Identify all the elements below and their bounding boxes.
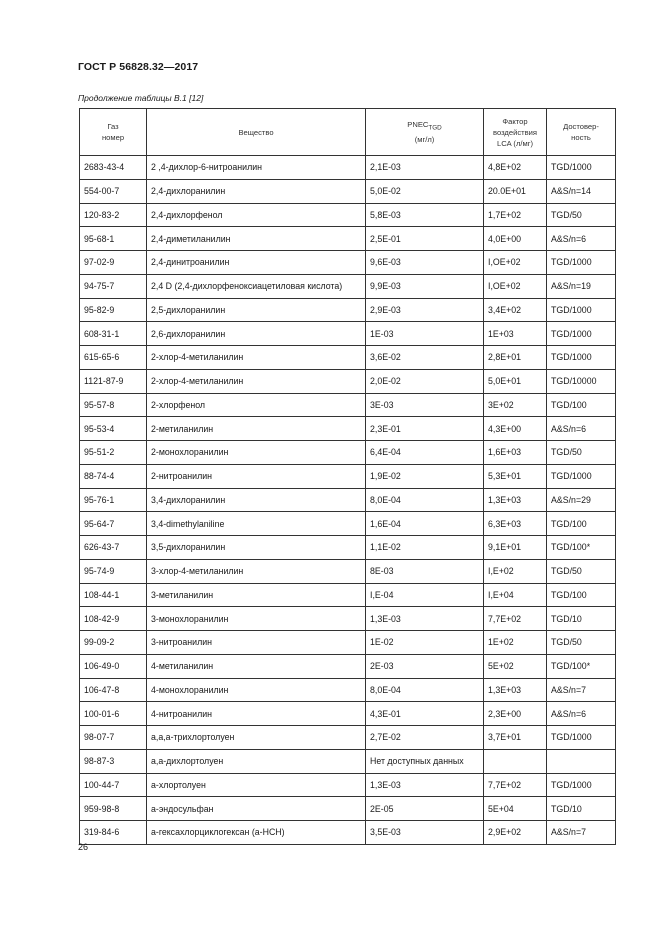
- cell-cas: 95-51-2: [80, 441, 147, 465]
- cell-factor: 2,8E+01: [484, 346, 547, 370]
- header-reliability: [547, 109, 616, 156]
- cell-substance: 2,4-дихлоранилин: [147, 179, 366, 203]
- cell-reliability: A&S/n=6: [547, 417, 616, 441]
- cell-pnec: 6,4E-04: [366, 441, 484, 465]
- table-row: [80, 322, 616, 346]
- cell-reliability: TGD/1000: [547, 322, 616, 346]
- cell-substance: 4-нитроанилин: [147, 702, 366, 726]
- cell-pnec: I,E-04: [366, 583, 484, 607]
- table-row: [80, 179, 616, 203]
- cell-pnec: 8,0E-04: [366, 488, 484, 512]
- table-row: [80, 417, 616, 441]
- cell-substance: 2,4-дихлорфенол: [147, 203, 366, 227]
- header-factor-line1: Фактор: [502, 116, 528, 126]
- cell-pnec: 3,5E-03: [366, 821, 484, 845]
- cell-cas: 2683-43-4: [80, 156, 147, 180]
- cell-factor: 3,7E+01: [484, 726, 547, 750]
- cell-pnec: 5,0E-02: [366, 179, 484, 203]
- cell-reliability: TGD/100*: [547, 654, 616, 678]
- cell-pnec: 5,8E-03: [366, 203, 484, 227]
- cell-factor: 4,8E+02: [484, 156, 547, 180]
- header-pnec: [366, 109, 484, 156]
- cell-factor: I,E+02: [484, 559, 547, 583]
- table-row: [80, 298, 616, 322]
- header-pnec-main: PNEC: [407, 120, 429, 130]
- table-row: [80, 797, 616, 821]
- cell-substance: 4-монохлоранилин: [147, 678, 366, 702]
- cell-factor: 3E+02: [484, 393, 547, 417]
- data-table: [79, 108, 616, 845]
- cell-reliability: A&S/n=14: [547, 179, 616, 203]
- table-row: [80, 251, 616, 275]
- table-body: [80, 156, 616, 845]
- cell-reliability: TGD/10: [547, 797, 616, 821]
- header-pnec-line1: [370, 119, 479, 134]
- cell-reliability: TGD/50: [547, 559, 616, 583]
- cell-substance: 3,5-дихлоранилин: [147, 536, 366, 560]
- cell-cas: 88-74-4: [80, 464, 147, 488]
- header-pnec-sub: TGD: [428, 124, 442, 132]
- cell-reliability: TGD/1000: [547, 773, 616, 797]
- cell-substance: 3-монохлоранилин: [147, 607, 366, 631]
- header-pnec-unit: (мг/л): [414, 134, 435, 144]
- table-row: [80, 654, 616, 678]
- cell-factor: 9,1E+01: [484, 536, 547, 560]
- table-row: [80, 203, 616, 227]
- table-row: [80, 441, 616, 465]
- cell-substance: 3-метиланилин: [147, 583, 366, 607]
- cell-cas: 95-53-4: [80, 417, 147, 441]
- cell-pnec: Нет доступных данных: [366, 749, 484, 773]
- table-row: [80, 631, 616, 655]
- cell-substance: 2-хлор-4-метиланилин: [147, 369, 366, 393]
- cell-substance: 3,4-dimethylaniline: [147, 512, 366, 536]
- cell-pnec: 1,3E-03: [366, 607, 484, 631]
- cell-factor: 4,3E+00: [484, 417, 547, 441]
- cell-factor: 20.0E+01: [484, 179, 547, 203]
- cell-reliability: TGD/100*: [547, 536, 616, 560]
- cell-factor: 1,3E+03: [484, 678, 547, 702]
- cell-substance: 2-монохлоранилин: [147, 441, 366, 465]
- cell-cas: 108-44-1: [80, 583, 147, 607]
- table-row: [80, 274, 616, 298]
- header-reliability-line2: ность: [571, 133, 591, 142]
- cell-reliability: A&S/n=19: [547, 274, 616, 298]
- cell-cas: 97-02-9: [80, 251, 147, 275]
- cell-cas: 98-87-3: [80, 749, 147, 773]
- cell-substance: 4-метиланилин: [147, 654, 366, 678]
- cell-factor: 1,3E+03: [484, 488, 547, 512]
- cell-substance: 2,6-дихлоранилин: [147, 322, 366, 346]
- table-row: [80, 156, 616, 180]
- cell-reliability: TGD/100: [547, 393, 616, 417]
- cell-reliability: TGD/1000: [547, 726, 616, 750]
- cell-cas: 626-43-7: [80, 536, 147, 560]
- header-substance: [147, 109, 366, 156]
- standard-title: ГОСТ Р 56828.32—2017: [78, 61, 199, 73]
- cell-pnec: 2E-03: [366, 654, 484, 678]
- cell-substance: а-гексахлорциклогексан (а-НСН): [147, 821, 366, 845]
- cell-substance: 2 ,4-дихлор-6-нитроанилин: [147, 156, 366, 180]
- cell-pnec: 8E-03: [366, 559, 484, 583]
- table-row: [80, 583, 616, 607]
- cell-cas: 1121-87-9: [80, 369, 147, 393]
- header-cas-line1: Газ: [107, 122, 119, 131]
- cell-cas: 554-00-7: [80, 179, 147, 203]
- cell-substance: а-хлортолуен: [147, 773, 366, 797]
- header-factor-line2: воздействия: [493, 127, 537, 137]
- cell-cas: 106-47-8: [80, 678, 147, 702]
- cell-cas: 95-64-7: [80, 512, 147, 536]
- cell-pnec: 9,6E-03: [366, 251, 484, 275]
- cell-factor: 1,7E+02: [484, 203, 547, 227]
- cell-substance: 2-метиланилин: [147, 417, 366, 441]
- header-factor-line3: LCA (л/мг): [496, 138, 534, 148]
- table-row: [80, 607, 616, 631]
- cell-reliability: TGD/100: [547, 512, 616, 536]
- cell-cas: 108-42-9: [80, 607, 147, 631]
- cell-factor: 6,3E+03: [484, 512, 547, 536]
- table-row: [80, 464, 616, 488]
- table-row: [80, 346, 616, 370]
- cell-factor: 5,3E+01: [484, 464, 547, 488]
- cell-pnec: 9,9E-03: [366, 274, 484, 298]
- cell-cas: 99-09-2: [80, 631, 147, 655]
- cell-pnec: 1E-02: [366, 631, 484, 655]
- cell-reliability: TGD/1000: [547, 346, 616, 370]
- cell-factor: I,OE+02: [484, 274, 547, 298]
- cell-reliability: TGD/50: [547, 203, 616, 227]
- cell-pnec: 3,6E-02: [366, 346, 484, 370]
- cell-factor: 1,6E+03: [484, 441, 547, 465]
- cell-pnec: 1E-03: [366, 322, 484, 346]
- table-row: [80, 559, 616, 583]
- cell-factor: 3,4E+02: [484, 298, 547, 322]
- header-reliability-line1: Достовер-: [563, 122, 599, 131]
- cell-substance: 3-нитроанилин: [147, 631, 366, 655]
- cell-cas: 100-01-6: [80, 702, 147, 726]
- cell-factor: 7,7E+02: [484, 607, 547, 631]
- cell-cas: 95-68-1: [80, 227, 147, 251]
- cell-pnec: 3E-03: [366, 393, 484, 417]
- cell-factor: 4,0E+00: [484, 227, 547, 251]
- cell-cas: 95-74-9: [80, 559, 147, 583]
- cell-reliability: TGD/1000: [547, 156, 616, 180]
- cell-cas: 95-82-9: [80, 298, 147, 322]
- table-row: [80, 726, 616, 750]
- cell-factor: 5E+04: [484, 797, 547, 821]
- table-caption: Продолжение таблицы В.1 [12]: [78, 93, 204, 103]
- cell-substance: 2-нитроанилин: [147, 464, 366, 488]
- cell-reliability: TGD/100: [547, 583, 616, 607]
- cell-pnec: 8,0E-04: [366, 678, 484, 702]
- cell-reliability: TGD/1000: [547, 464, 616, 488]
- header-cas-line2: номер: [101, 133, 125, 142]
- cell-substance: 2,4-динитроанилин: [147, 251, 366, 275]
- cell-cas: 120-83-2: [80, 203, 147, 227]
- cell-factor: 5E+02: [484, 654, 547, 678]
- cell-pnec: 2,0E-02: [366, 369, 484, 393]
- table-row: [80, 678, 616, 702]
- table-row: [80, 488, 616, 512]
- cell-pnec: 2,3E-01: [366, 417, 484, 441]
- cell-pnec: 1,6E-04: [366, 512, 484, 536]
- cell-reliability: A&S/n=6: [547, 702, 616, 726]
- table-row: [80, 512, 616, 536]
- cell-factor: I,E+04: [484, 583, 547, 607]
- cell-factor: 2,9E+02: [484, 821, 547, 845]
- cell-reliability: TGD/10: [547, 607, 616, 631]
- cell-pnec: 1,3E-03: [366, 773, 484, 797]
- cell-factor: 7,7E+02: [484, 773, 547, 797]
- cell-substance: 2-хлор-4-метиланилин: [147, 346, 366, 370]
- cell-pnec: 1,9E-02: [366, 464, 484, 488]
- table-header-row: [80, 109, 616, 156]
- cell-factor: 1E+03: [484, 322, 547, 346]
- cell-cas: 98-07-7: [80, 726, 147, 750]
- cell-substance: а,а-дихлортолуен: [147, 749, 366, 773]
- cell-pnec: 2,1E-03: [366, 156, 484, 180]
- table-row: [80, 821, 616, 845]
- cell-cas: 95-76-1: [80, 488, 147, 512]
- cell-cas: 95-57-8: [80, 393, 147, 417]
- header-substance-label: Вещество: [238, 127, 274, 137]
- cell-cas: 319-84-6: [80, 821, 147, 845]
- table-row: [80, 749, 616, 773]
- cell-factor: 5,0E+01: [484, 369, 547, 393]
- cell-substance: 2-хлорфенол: [147, 393, 366, 417]
- cell-reliability: TGD/50: [547, 441, 616, 465]
- cell-reliability: TGD/10000: [547, 369, 616, 393]
- cell-cas: 106-49-0: [80, 654, 147, 678]
- cell-reliability: A&S/n=6: [547, 227, 616, 251]
- table-row: [80, 536, 616, 560]
- cell-pnec: 2,5E-01: [366, 227, 484, 251]
- cell-factor: 2,3E+00: [484, 702, 547, 726]
- table-row: [80, 227, 616, 251]
- header-cas: [80, 109, 147, 156]
- cell-pnec: 2,7E-02: [366, 726, 484, 750]
- cell-factor: 1E+02: [484, 631, 547, 655]
- cell-reliability: TGD/50: [547, 631, 616, 655]
- cell-factor: [484, 749, 547, 773]
- table-row: [80, 702, 616, 726]
- cell-pnec: 1,1E-02: [366, 536, 484, 560]
- cell-cas: 608-31-1: [80, 322, 147, 346]
- cell-pnec: 2E-05: [366, 797, 484, 821]
- cell-substance: 2,4 D (2,4-дихлорфеноксиацетиловая кислота): [147, 274, 366, 298]
- cell-cas: 615-65-6: [80, 346, 147, 370]
- page-number: 26: [78, 842, 89, 852]
- cell-substance: 2,5-дихлоранилин: [147, 298, 366, 322]
- cell-reliability: [547, 749, 616, 773]
- cell-reliability: A&S/n=7: [547, 678, 616, 702]
- cell-reliability: TGD/1000: [547, 298, 616, 322]
- cell-substance: а-эндосульфан: [147, 797, 366, 821]
- cell-substance: а,а,а-трихлортолуен: [147, 726, 366, 750]
- cell-substance: 3,4-дихлоранилин: [147, 488, 366, 512]
- cell-pnec: 4,3E-01: [366, 702, 484, 726]
- cell-substance: 2,4-диметиланилин: [147, 227, 366, 251]
- cell-factor: I,OE+02: [484, 251, 547, 275]
- cell-reliability: TGD/1000: [547, 251, 616, 275]
- cell-cas: 959-98-8: [80, 797, 147, 821]
- cell-cas: 94-75-7: [80, 274, 147, 298]
- cell-substance: 3-хлор-4-метиланилин: [147, 559, 366, 583]
- header-factor: [484, 109, 547, 156]
- table-row: [80, 393, 616, 417]
- cell-reliability: A&S/n=7: [547, 821, 616, 845]
- table-row: [80, 773, 616, 797]
- cell-pnec: 2,9E-03: [366, 298, 484, 322]
- cell-cas: 100-44-7: [80, 773, 147, 797]
- table-row: [80, 369, 616, 393]
- cell-reliability: A&S/n=29: [547, 488, 616, 512]
